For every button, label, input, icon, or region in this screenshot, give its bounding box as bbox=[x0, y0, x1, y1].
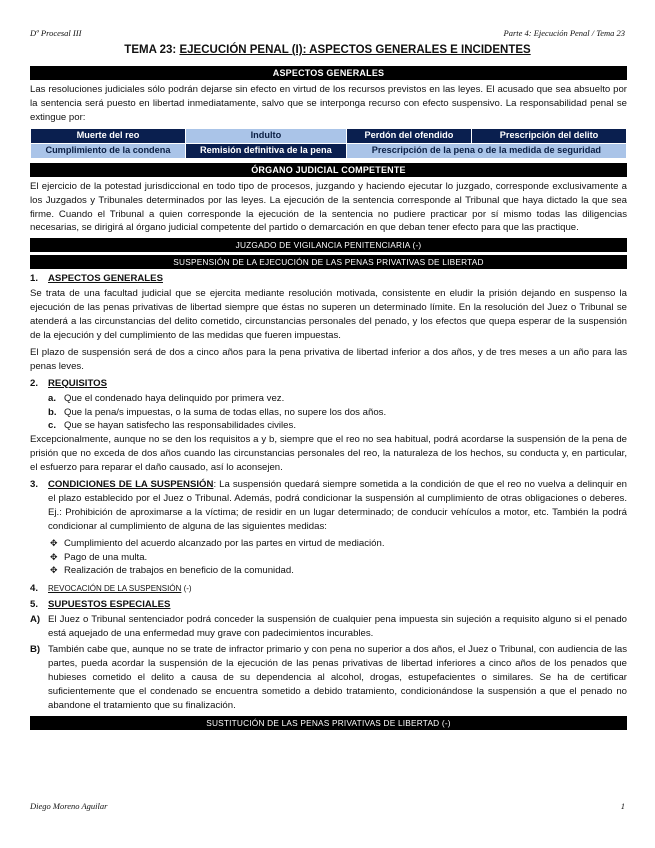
list-marker: a. bbox=[48, 392, 57, 404]
table-row bbox=[31, 128, 627, 143]
page-footer bbox=[30, 801, 625, 813]
subsection-block bbox=[30, 478, 627, 534]
section-bar-aspectos: ASPECTOS GENERALES bbox=[30, 66, 627, 80]
bullet-icon: ✥ bbox=[50, 565, 58, 576]
table-cell: Muerte del reo bbox=[31, 128, 186, 143]
title-main: EJECUCIÓN PENAL (I): ASPECTOS GENERALES E INCIDENTES bbox=[179, 44, 531, 56]
special-case bbox=[30, 643, 627, 713]
subsection-number: 2. bbox=[30, 377, 39, 389]
subsection-heading bbox=[30, 272, 627, 286]
table-cell: Remisión definitiva de la pena bbox=[185, 143, 346, 158]
list-item bbox=[30, 406, 627, 420]
bullet-item bbox=[30, 537, 627, 551]
paragraph: Las resoluciones judiciales sólo podrán dejarse sin efecto en virtud de los recursos previstos en las leyes. El acusado que sea absuelto por la sentencia será puesto en libertad inmediatamente, salvo que se interponga recurso con efecto suspensivo. La responsabilidad penal se extingue por: bbox=[30, 84, 627, 123]
subsection-title: ASPECTOS GENERALES bbox=[48, 273, 163, 285]
paragraph: El ejercicio de la potestad jurisdiccional en todo tipo de procesos, juzgando y haciendo ejecutar lo juzgado, corresponde exclusivamente a los Juzgados y Tribunales determinados por las leyes. La ejecución de la sentencia corresponde al Tribunal que haya dictado la que sea firme. Cuando el Tribunal a quien corresponde la ejecución de la sentencia no pudiere practicar por sí mismo todas las diligencias necesarias, se dirigirá al órgano judicial competente del partido o demarcación en que deban tener efecto para que las practique. bbox=[30, 180, 627, 234]
table-cell: Perdón del ofendido bbox=[346, 128, 471, 143]
paragraph: Excepcionalmente, aunque no se den los requisitos a y b, siempre que el reo no sea habitual, podrá acordarse la suspensión de la pena de prisión que no exceda de dos años cuando las circunstancias personales del reo, la naturaleza de los hechos, su conducta y, en particular, el esfuerzo para reparar el daño causado, así lo aconsejen. bbox=[30, 434, 627, 474]
subsection-title: SUPUESTOS ESPECIALES bbox=[48, 599, 171, 611]
bullet-icon: ✥ bbox=[50, 537, 58, 548]
content bbox=[30, 63, 627, 733]
paragraph: Se trata de una facultad judicial que se ejercita mediante resolución motivada, consistente en eludir la prisión dejando en suspenso la ejecución de las penas privativas de libertad siempre que éstas no superen un determinado límite. En la resolución del Juez o Tribunal se atenderá a las circunstancias del delito cometido, circunstancias personales del penado, y los efectos que quepa esperar de la suspensión de la ejecución y del cumplimiento de las medidas que fueren impuestas. bbox=[30, 288, 627, 341]
case-text: El Juez o Tribunal sentenciador podrá conceder la suspensión de cualquier pena impuesta sin sujeción a requisito alguno si el penado está aquejado de una enfermedad muy grave con padecimientos incurables. bbox=[48, 614, 627, 640]
bullet-item bbox=[30, 551, 627, 565]
case-text: También cabe que, aunque no se trate de infractor primario y con pena no superior a dos años, el Juez o Tribunal, con audiencia de las partes, pueda acordar la suspensión de la ejecución de las penas privativas de libertad inferiores a cinco años de los penados que hubieses cometido el delito a causa de su dependencia al alcohol, drogas, estupefacientes o similares. Se ha de certificar suficientemente que el condenado se encuentra sometido a debido tratamiento, condicionándose la suspensión a que el penado no abandone el tratamiento que su finalización. bbox=[48, 644, 627, 711]
subsection-title: REVOCACIÓN DE LA SUSPENSIÓN bbox=[48, 584, 182, 594]
subsection-number: 5. bbox=[30, 599, 39, 611]
bullet-text: Cumplimiento del acuerdo alcanzado por las partes en virtud de mediación. bbox=[64, 537, 385, 549]
list-item bbox=[30, 419, 627, 433]
footer-author: Diego Moreno Aguilar bbox=[30, 801, 108, 811]
special-case bbox=[30, 613, 627, 641]
subsection-title: REQUISITOS bbox=[48, 377, 107, 389]
bullet-text: Realización de trabajos en beneficio de la comunidad. bbox=[64, 565, 294, 577]
subsection-heading bbox=[30, 582, 627, 596]
case-marker: B) bbox=[30, 644, 41, 655]
table-cell: Cumplimiento de la condena bbox=[31, 143, 186, 158]
header-course: Dº Procesal III bbox=[30, 28, 82, 38]
table-cell: Indulto bbox=[185, 128, 346, 143]
title-prefix: TEMA 23: bbox=[124, 44, 180, 56]
bullet-item bbox=[30, 564, 627, 578]
subsection-heading bbox=[30, 598, 627, 612]
subsection-text: : La suspensión quedará siempre sometida a la condición de que el reo no vuelva a delinquir en el plazo establecido por el Juez o Tribunal. Además, podrá condicionar la suspensión al cumplimiento de otras obligaciones o deberes. Ej.: Prohibición de aproximarse a la víctima; de residir en un lugar determinado; de conducir vehículos a motor, etc. También la podrá condicionar al cumplimiento de alguna de las siguientes medidas: bbox=[48, 479, 628, 532]
section-bar-organo: ÓRGANO JUDICIAL COMPETENTE bbox=[30, 163, 627, 177]
subsection-number: 4. bbox=[30, 583, 39, 595]
header-section: Parte 4: Ejecución Penal / Tema 23 bbox=[503, 28, 625, 38]
subsection-number: 1. bbox=[30, 273, 39, 285]
table-cell: Prescripción del delito bbox=[472, 128, 627, 143]
bullet-icon: ✥ bbox=[50, 551, 58, 562]
section-bar-suspension: SUSPENSIÓN DE LA EJECUCIÓN DE LAS PENAS PRIVATIVAS DE LIBERTAD bbox=[30, 255, 627, 269]
subsection-suffix: (-) bbox=[181, 584, 192, 594]
page-number: 1 bbox=[620, 801, 625, 811]
case-marker: A) bbox=[30, 614, 41, 626]
list-text: Que la pena/s impuestas, o la suma de todas ellas, no supere los dos años. bbox=[64, 406, 387, 418]
bullet-text: Pago de una multa. bbox=[64, 551, 148, 563]
page-title bbox=[30, 44, 625, 56]
section-bar-juzgado: JUZGADO DE VIGILANCIA PENITENCIARIA (-) bbox=[30, 238, 627, 252]
table-row bbox=[31, 143, 627, 158]
extinction-table bbox=[30, 128, 627, 159]
subsection-heading bbox=[30, 377, 627, 391]
list-item bbox=[30, 392, 627, 406]
list-marker: b. bbox=[48, 406, 57, 418]
list-marker: c. bbox=[48, 420, 57, 432]
list-text: Que el condenado haya delinquido por primera vez. bbox=[64, 392, 285, 404]
section-bar-sustitucion: SUSTITUCIÓN DE LAS PENAS PRIVATIVAS DE LIBERTAD (-) bbox=[30, 716, 627, 730]
list-text: Que se hayan satisfecho las responsabilidades civiles. bbox=[64, 420, 296, 432]
table-cell: Prescripción de la pena o de la medida de seguridad bbox=[346, 143, 626, 158]
page-header bbox=[30, 28, 625, 40]
subsection-number: 3. bbox=[30, 479, 39, 491]
subsection-title: CONDICIONES DE LA SUSPENSIÓN bbox=[48, 479, 214, 491]
paragraph: El plazo de suspensión será de dos a cinco años para la pena privativa de libertad inferior a dos años, y de tres meses a un año para las penas leves. bbox=[30, 346, 627, 372]
